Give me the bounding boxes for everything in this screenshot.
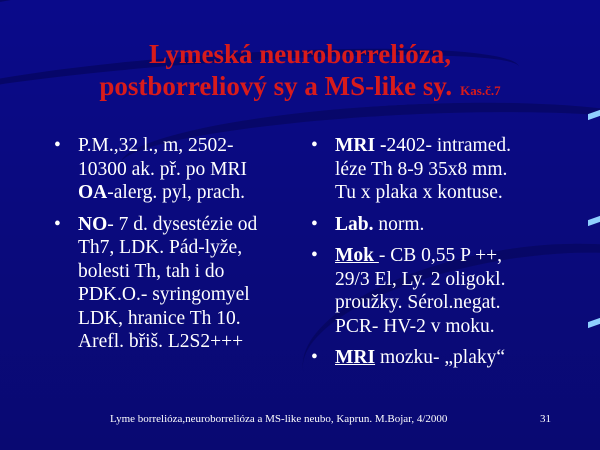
slide-footer: Lyme borrelióza,neuroborrelióza a MS-like neubo, Kaprun. M.Bojar, 4/2000 [110, 413, 448, 425]
bullet-text-segment: MRI - [335, 135, 387, 156]
bullet-dot: • [311, 213, 318, 235]
bullet-text-segment: OA [78, 182, 108, 203]
edge-accent-mark [588, 216, 600, 226]
edge-accent-mark [588, 110, 600, 120]
bullet-text-segment: Tu x plaka x kontuse. [335, 182, 503, 203]
bullet-item [311, 244, 581, 338]
bullet-text-segment: NO [78, 213, 108, 235]
bullet-item [311, 134, 581, 205]
bullet-dot: • [54, 213, 61, 235]
bullet-text-segment: P.M.,32 l., m, 2502- [78, 135, 234, 156]
edge-accent-mark [588, 318, 600, 328]
bullet-text-segment: Arefl. břiš. L2S2+++ [78, 331, 244, 352]
bullet-text-segment: -alerg. pyl, prach. [107, 182, 245, 203]
bullet-text-segment: bolesti Th, tah i do [78, 260, 225, 282]
bullet-text-segment: mozku- „plaky“ [375, 347, 506, 368]
bullet-item [54, 213, 304, 354]
bullet-dot: • [311, 135, 318, 156]
bullet-text-segment: 10300 ak. př. po MRI [78, 158, 247, 180]
bullet-text-segment: - CB 0,55 P ++, [378, 245, 502, 266]
case-reference: Kas.č.7 [460, 83, 501, 98]
bullet-text-segment: 29/3 El, Ly. 2 oligokl. [335, 268, 506, 290]
bullet-item [54, 134, 304, 205]
bullet-text-segment: - 7 d. dysestézie od [107, 213, 258, 235]
bullet-text-segment: Lab. [335, 213, 374, 235]
right-column [311, 134, 581, 378]
bullet-text-segment: léze Th 8-9 35x8 mm. [335, 158, 508, 180]
bullet-item [311, 213, 581, 237]
left-column [54, 134, 304, 362]
bullet-dot: • [54, 135, 61, 156]
bullet-dot: • [311, 347, 318, 368]
bullet-text-segment: PDK.O.- syringomyel [78, 284, 250, 305]
bullet-text-segment: MRI [335, 347, 376, 368]
page-number: 31 [540, 413, 551, 425]
title-line-2-text: postborreliový sy a MS-like sy. [99, 71, 453, 101]
title-line-1: Lymeská neuroborrelióza, [149, 39, 451, 69]
bullet-text-segment: LDK, hranice Th 10. [78, 307, 241, 329]
bullet-dot: • [311, 245, 318, 266]
slide-title [40, 38, 560, 107]
bullet-item [311, 346, 581, 370]
bullet-text-segment: Th7, LDK. Pád-lyže, [78, 237, 243, 258]
bullet-text-segment: norm. [373, 213, 425, 235]
bullet-text-segment: proužky. Sérol.negat. [335, 292, 501, 313]
bullet-text-segment: 2402- intramed. [386, 135, 512, 156]
bullet-text-segment: PCR- HV-2 v moku. [335, 315, 495, 337]
title-line-2 [40, 70, 560, 107]
bullet-text-segment: Mok [335, 245, 379, 266]
